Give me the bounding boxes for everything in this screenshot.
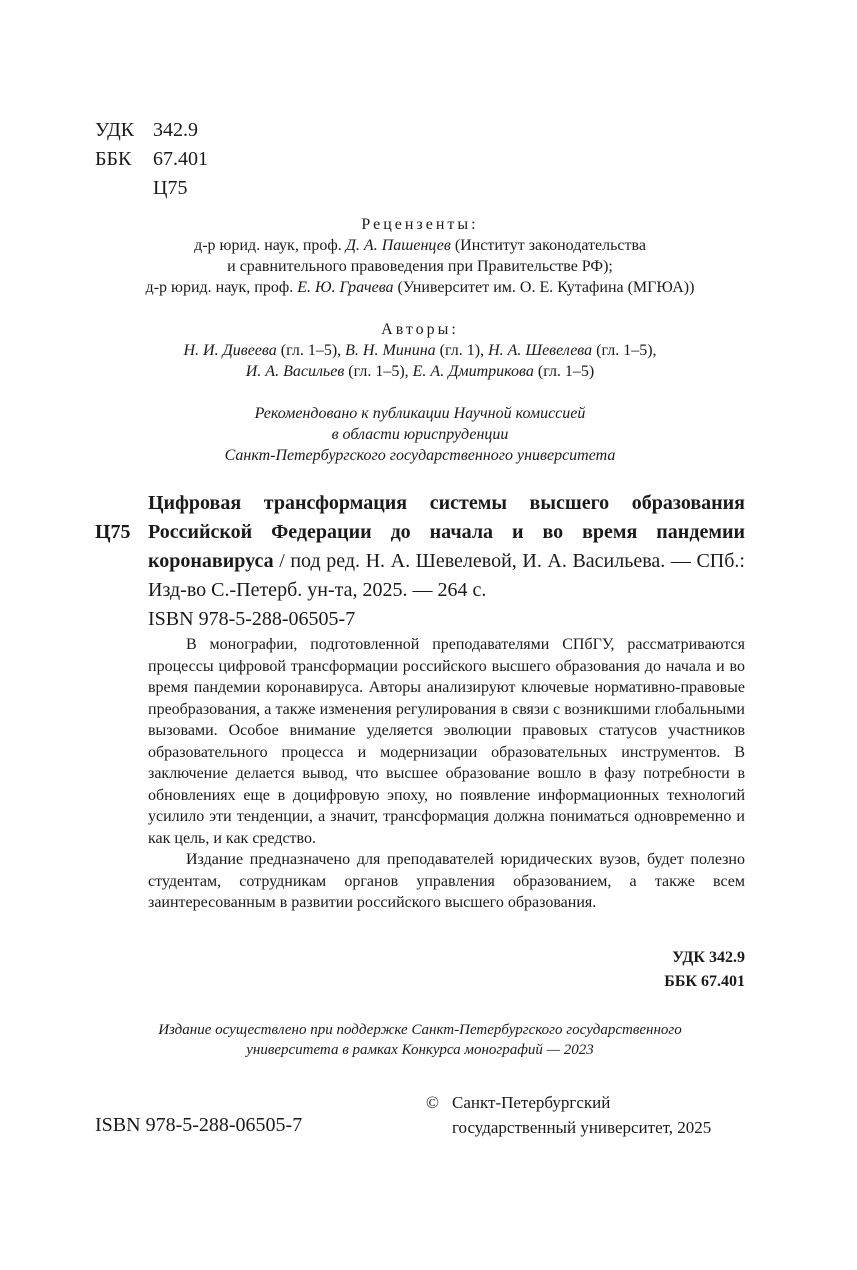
reviewer-2-name: Е. Ю. Грачева [297, 279, 394, 296]
author-name: В. Н. Минина [345, 342, 436, 359]
authors-heading: Авторы: [381, 321, 459, 338]
recommendation-line: в области юриспруденции [331, 426, 509, 443]
copyright-block [426, 1090, 711, 1140]
recommendation-line: Рекомендовано к публикации Научной комиссией [254, 405, 586, 422]
authors-line-1: Н. И. Дивеева (гл. 1–5), В. Н. Минина (гл. 1), Н. А. Шевелева (гл. 1–5), [183, 342, 657, 359]
udk-label: УДК [95, 119, 135, 141]
abstract-paragraph: В монографии, подготовленной преподавателями СПбГУ, рассматриваются процессы цифровой трансформации российского высшего образования до начала и во время пандемии коронавируса. Авторы анализируют ключевые нормативно-правовые преобразования, а также изменения регулирования в связи с возникшими глобальными вызовами. Особое внимание уделяется эволюции правовых статусов участников образовательного процесса и модернизации образовательных инструментов. В заключение делается вывод, что высшее образование вошло в фазу потребности в обновлениях еще в доцифровую эпоху, но появление информационных технологий усилило эти тенденции, а значит, трансформация должна пониматься одновременно и как цель, и как средство. [148, 636, 745, 847]
reviewer-1: д-р юрид. наук, проф. Д. А. Пашенцев (Институт законодательства [194, 237, 646, 254]
abstract-paragraph: Издание предназначено для преподавателей юридических вузов, будет полезно студентам, сотрудникам органов управления образованием, а также всем заинтересованным в развитии российского высшего образования. [148, 851, 745, 911]
copyright-sign: © [426, 1093, 439, 1112]
entry-isbn: ISBN 978-5-288-06505-7 [148, 608, 356, 630]
bbk-label: ББК [95, 148, 132, 170]
author-name: Н. А. Шевелева [488, 342, 593, 359]
author-name: Е. А. Дмитрикова [412, 363, 534, 380]
bbk-value: 67.401 [153, 148, 208, 170]
reviewer-1-org: и сравнительного правоведения при Правительстве РФ); [227, 258, 613, 275]
support-line: Издание осуществлено при поддержке Санкт-Петербургского государственного [158, 1022, 682, 1038]
author-name: Н. И. Дивеева [183, 342, 277, 359]
reviewer-2: д-р юрид. наук, проф. Е. Ю. Грачева (Университет им. О. Е. Кутафина (МГЮА)) [145, 279, 695, 296]
support-note [95, 1020, 745, 1060]
bbk-row [95, 145, 208, 174]
reviewer-1-name: Д. А. Пашенцев [345, 237, 451, 254]
author-code: Ц75 [153, 177, 188, 199]
book-title: Цифровая трансформация системы высшего образования Российской Федерации до начала и во время пандемии коронавируса [148, 492, 745, 572]
udk-footer-udk: УДК 342.9 [672, 949, 745, 966]
entry-author-code: Ц75 [95, 521, 131, 543]
support-line: университета в рамках Конкурса монографий — 2023 [246, 1042, 594, 1058]
recommendation-line: Санкт-Петербургского государственного университета [224, 447, 616, 464]
bibliographic-entry [148, 489, 745, 634]
publisher-line: государственный университет, 2025 [452, 1118, 712, 1137]
publisher-line: Санкт-Петербургский [452, 1093, 611, 1112]
udk-row [95, 116, 208, 145]
footer-isbn: ISBN 978-5-288-06505-7 [95, 1114, 303, 1136]
udk-value: 342.9 [153, 119, 198, 141]
recommendation-block [95, 403, 745, 466]
book-details: / под ред. Н. А. Шевелевой, И. А. Васильева. — СПб.: Изд-во С.-Петерб. ун-та, 2025. — 264 с. [148, 550, 745, 601]
author-name: И. А. Васильев [245, 363, 345, 380]
udk-footer [545, 946, 745, 994]
abstract [148, 634, 745, 914]
reviewers-heading: Рецензенты: [361, 216, 479, 233]
author-code-row [95, 174, 208, 203]
authors-block [95, 319, 745, 382]
reviewers-block [95, 214, 745, 298]
authors-line-2: И. А. Васильев (гл. 1–5), Е. А. Дмитрикова (гл. 1–5) [245, 363, 595, 380]
udk-footer-bbk: ББК 67.401 [664, 973, 745, 990]
classification-block [95, 116, 208, 203]
